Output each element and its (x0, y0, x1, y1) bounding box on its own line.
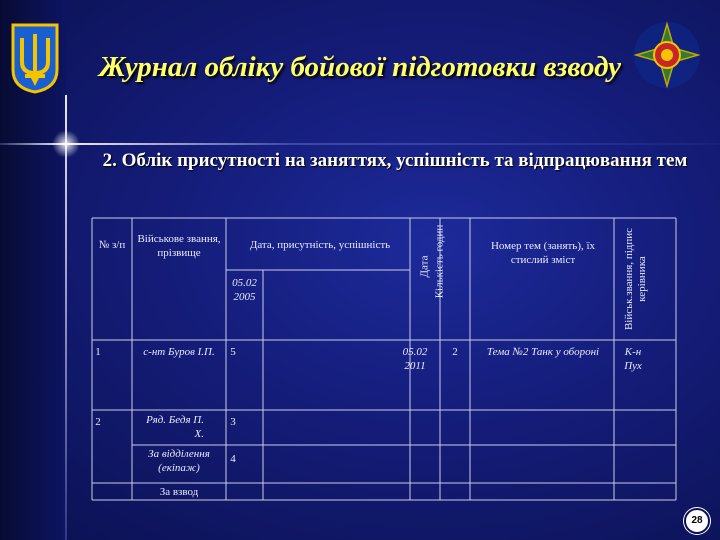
header-rank-name: Військове звання, прізвище (137, 233, 221, 259)
row1-mark: 5 (230, 346, 236, 358)
row2-name: Ряд. Бедя П. Х. (146, 414, 204, 440)
row1-leader: К-н Пух (624, 346, 642, 372)
slide-title: Журнал обліку бойової підготовки взводу (98, 51, 622, 83)
section-subtitle: 2. Облік присутності на заняттях, успішність та відпрацювання тем (102, 150, 688, 171)
row2-num: 2 (95, 416, 101, 428)
header-leader: Військ.звання, підпис керівника (623, 227, 648, 331)
row1-num: 1 (95, 346, 101, 358)
header-topic: Номер тем (занять), їх стислий зміст (490, 240, 596, 266)
header-date-col: 05.02 2005 (232, 277, 257, 303)
header-num: № з/п (98, 239, 126, 251)
row1-name: с-нт Буров І.П. (143, 346, 215, 358)
summary-platoon-label: За взвод (159, 486, 199, 498)
header-hours: Кількість годин (433, 224, 446, 299)
page-number-badge: 28 (684, 508, 710, 534)
row2-mark: 3 (230, 416, 236, 428)
header-attendance: Дата, присутність, успішність (249, 239, 391, 251)
header-date-vertical: Дата (418, 255, 431, 278)
summary-squad-label: За відділення (екіпаж) (148, 448, 210, 474)
summary-squad-mark: 4 (230, 453, 236, 465)
row1-hours: 2 (452, 346, 458, 358)
row1-topic: Тема №2 Танк у обороні (486, 346, 600, 358)
row1-date: 05.02 2011 (402, 346, 428, 372)
